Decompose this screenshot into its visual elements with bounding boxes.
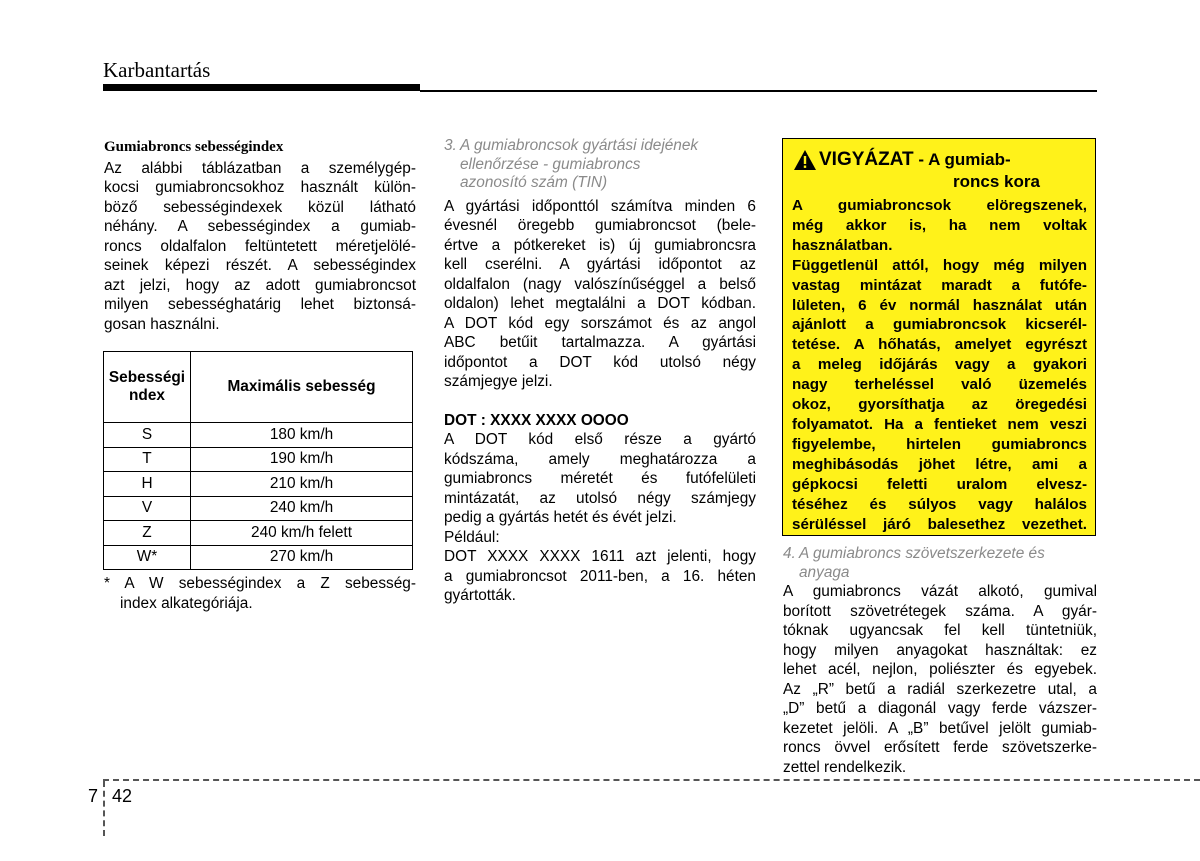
page-number: 42: [112, 786, 133, 806]
text-line: Az „R” betű a radiál szerkezetre utal, a: [783, 680, 1097, 698]
table-header-speed: Maximális sebesség: [191, 352, 413, 423]
text-line: A gyártási időponttól számítva minden 6: [444, 197, 756, 215]
warning-triangle-icon: [793, 149, 817, 171]
table-row: [104, 496, 413, 521]
table-row: [104, 545, 413, 570]
table-cell-index: Z: [104, 521, 191, 546]
text-line: még akkor is, ha nem voltak: [792, 216, 1087, 234]
text-line: A DOT kód első része a gyártó: [444, 431, 756, 448]
warning-title-text: - A gumiab-: [913, 150, 1011, 169]
text-line: gépkocsi feletti uralom elvesz-: [792, 475, 1087, 493]
text-line: oldalfalon (nagy valószínűséggel a belső: [444, 275, 756, 293]
heading-line: A gumiabroncs szövetszerkezete és: [799, 545, 1045, 562]
section-4: [783, 545, 1097, 777]
text-line: milyen sebességhatárig lehet biztonsá-: [104, 296, 416, 313]
table-header-index: Sebességi ndex: [104, 352, 191, 423]
section-4-paragraph: [783, 582, 1097, 777]
warning-title-text: roncs kora: [953, 172, 1040, 191]
table-row: [104, 521, 413, 546]
heading-line: ellenőrzése - gumiabroncs: [460, 155, 641, 173]
dot-code-heading: DOT : XXXX XXXX OOOO: [444, 411, 629, 429]
table-cell-speed: 190 km/h: [191, 447, 413, 472]
text-line: pedig a gyártás hetét és évét jelzi.: [444, 509, 677, 526]
text-line: értve a pótkereket is) új gumiabroncsra: [444, 236, 756, 254]
section-4-heading: [783, 545, 1097, 582]
text-line: a meleg időjárás vagy a gyakori: [792, 356, 1087, 374]
text-line: tetése. A hőhatás, amelyet egyrészt: [792, 336, 1087, 354]
table-cell-index: S: [104, 423, 191, 448]
section-number: 4.: [783, 545, 796, 562]
table-cell-index: T: [104, 447, 191, 472]
table-cell-speed: 180 km/h: [191, 423, 413, 448]
table-footnote: [104, 574, 416, 613]
text-line: gumiabroncs méretét és futófelületi: [444, 470, 756, 487]
footnote-line: index alkategóriája.: [120, 594, 253, 612]
heading-line: A gumiabroncsok gyártási idejének: [460, 137, 699, 154]
text-line: néhány. A sebességindex a gumiab-: [104, 218, 416, 235]
footer-dashed-rule: [103, 779, 1200, 781]
text-line: Az alábbi táblázatban a személygép-: [104, 159, 416, 177]
text-line: gosan használni.: [104, 315, 220, 333]
text-line: roncs oldalfalon feltüntetett méretjelölé-: [104, 237, 416, 255]
table-cell-index: H: [104, 472, 191, 497]
table-row: [104, 472, 413, 497]
text-line: időpontot a DOT kód utolsó négy: [444, 353, 756, 371]
text-line: folyamatot. Ha a fentieket nem veszi: [792, 415, 1087, 433]
dot-paragraph: [444, 430, 756, 528]
heading-line: azonosító szám (TIN): [460, 174, 608, 191]
table-cell-index: V: [104, 496, 191, 521]
heading-line: anyaga: [799, 563, 850, 581]
text-line: vastag mintázat maradt a futófe-: [792, 276, 1087, 294]
warning-box: [782, 138, 1096, 536]
table-cell-speed: 270 km/h: [191, 545, 413, 570]
text-line: meghibásodás jöhet létre, ami a: [792, 455, 1087, 473]
footnote-line: * A W sebességindex a Z sebesség-: [104, 575, 416, 592]
text-line: használatban.: [792, 236, 893, 254]
text-line: A DOT kód egy sorszámot és az angol: [444, 314, 756, 332]
text-line: roncs övvel erősített ferde szövetszerke-: [783, 739, 1097, 756]
header-rule-thick: [103, 84, 420, 91]
text-line: ABC betűit tartalmazza. A gyártási: [444, 334, 756, 351]
text-line: kódszáma, amely meghatározza a: [444, 450, 756, 468]
page-header-title: Karbantartás: [103, 58, 211, 82]
text-line: gyártották.: [444, 587, 516, 604]
text-line: okoz, gyorsíthatja az öregedési: [792, 396, 1087, 414]
text-line: Függetlenül attól, hogy még milyen: [792, 256, 1087, 274]
text-line: lehet acél, nejlon, poliészter és egyebek.: [783, 661, 1097, 678]
text-line: a gumiabroncsot 2011-ben, a 16. héten: [444, 567, 756, 585]
table-row: [104, 423, 413, 448]
text-line: azt jelzi, hogy az adott gumiabroncsot: [104, 276, 416, 294]
text-line: téséhez és súlyos vagy halálos: [792, 495, 1087, 513]
warning-title: [793, 149, 1083, 193]
text-line: nagy terheléssel való üzemelés: [792, 376, 1087, 394]
section-title-speed-index: Gumiabroncs sebességindex: [104, 139, 284, 155]
table-cell-speed: 240 km/h felett: [191, 521, 413, 546]
section-3-heading: [444, 137, 756, 193]
section-number: 3.: [444, 137, 457, 154]
text-line: kezetet jelöli. A „B” betűvel jelölt gumiab-: [783, 719, 1097, 737]
table-cell-speed: 210 km/h: [191, 472, 413, 497]
text-line: számjegye jelzi.: [444, 373, 553, 390]
example-paragraph: [444, 547, 756, 606]
column-1: [104, 138, 416, 334]
column-2: [444, 137, 756, 606]
text-line: mintázatát, az utolsó négy számjegy: [444, 489, 756, 507]
text-line: figyelembe, hirtelen gumiabroncs: [792, 435, 1087, 453]
warning-label: VIGYÁZAT: [819, 149, 914, 170]
text-line: böző sebességindexek közül látható: [104, 198, 416, 216]
chapter-number: 7: [88, 786, 99, 806]
text-line: A gumiabroncsok elöregszenek,: [792, 197, 1087, 214]
text-line: DOT XXXX XXXX 1611 azt jelenti, hogy: [444, 548, 756, 565]
text-line: hogy milyen anyagokat használtak: ez: [783, 641, 1097, 659]
text-line: kocsi gumiabroncsokhoz használt külön-: [104, 179, 416, 196]
table-cell-speed: 240 km/h: [191, 496, 413, 521]
text-line: ajánlott a gumiabroncsok kicserél-: [792, 316, 1087, 334]
text-line: „D” betű a diagonál vagy ferde vázszer-: [783, 700, 1097, 717]
table-header-row: [104, 352, 413, 423]
text-line: évesnél öregebb gumiabroncsot (bele-: [444, 217, 756, 234]
text-line: borított szövetrétegek száma. A gyár-: [783, 602, 1097, 620]
table-cell-index: W*: [104, 545, 191, 570]
footer-dashed-divider: [103, 781, 105, 836]
text-line: seinek képezi részét. A sebességindex: [104, 257, 416, 274]
text-line: zettel rendelkezik.: [783, 758, 907, 776]
speed-index-table: [103, 351, 413, 570]
text-line: kell cserélni. A gyártási időpontot az: [444, 256, 756, 273]
text-line: sérüléssel járó balesethez vezethet.: [792, 515, 1087, 533]
text-line: tóknak ugyancsak fel kell tüntetniük,: [783, 622, 1097, 639]
warning-body: [792, 196, 1087, 534]
header-rule-thin: [420, 90, 1097, 92]
text-line: A gumiabroncs vázát alkotó, gumival: [783, 583, 1097, 600]
table-row: [104, 447, 413, 472]
text-line: lületen, 6 év normál használat után: [792, 296, 1087, 314]
text-line: oldalon) lehet megtalálni a DOT kódban.: [444, 295, 756, 312]
tin-paragraph: [444, 197, 756, 392]
speed-index-paragraph: [104, 159, 416, 335]
example-label: Például:: [444, 528, 500, 546]
